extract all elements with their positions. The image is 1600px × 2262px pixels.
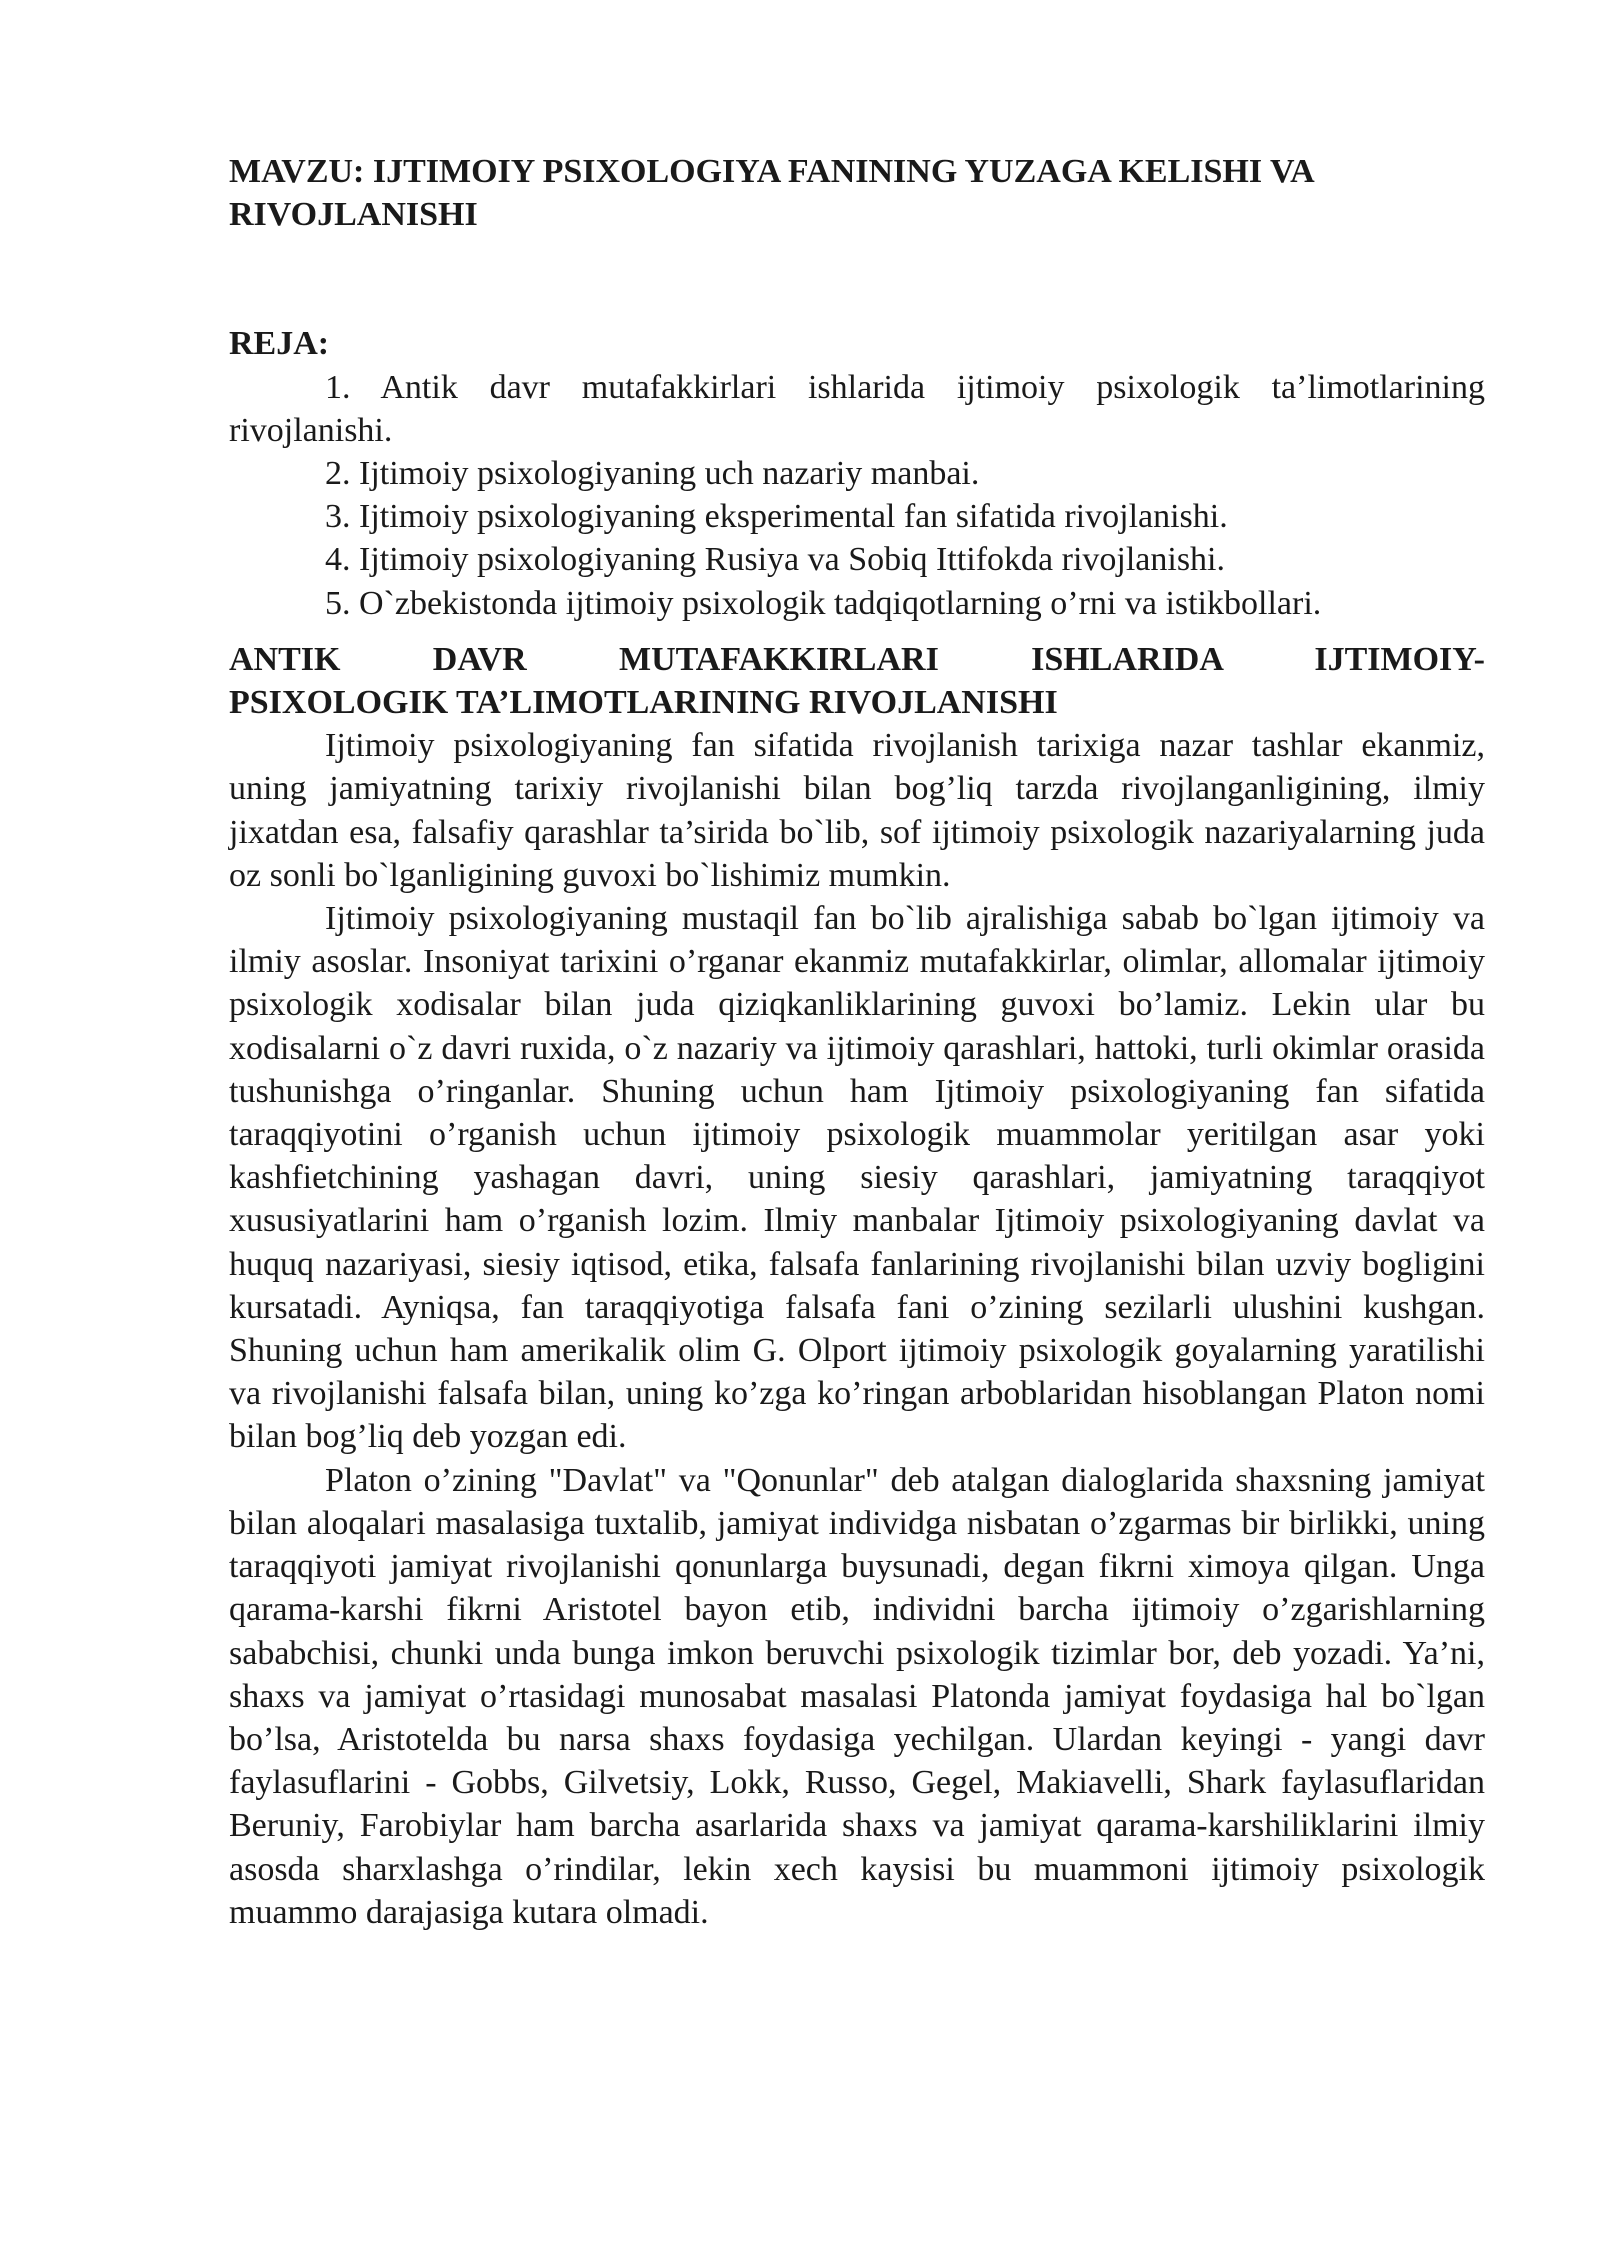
document-page — [229, 150, 1485, 1934]
document-title-line2: RIVOJLANISHI — [229, 196, 478, 234]
plan-item: 3. Ijtimoiy psixologiyaning eksperimental fan sifatida rivojlanishi. — [325, 498, 1228, 536]
section-title-line2: PSIXOLOGIK TA’LIMOTLARINING RIVOJLANISHI — [229, 684, 1058, 722]
plan-list — [229, 366, 1485, 625]
document-title — [229, 150, 1485, 236]
plan-item: 5. O`zbekistonda ijtimoiy psixologik tadqiqotlarning o’rni va istikbollari. — [325, 584, 1322, 622]
plan-heading: REJA: — [229, 325, 330, 363]
body-paragraph: Ijtimoiy psixologiyaning mustaqil fan bo`lib ajralishiga sabab bo`lgan ijtimoiy va ilmiy asoslar. Insoniyat tarixini o’rganar ekanmiz mutafakkirlar, olimlar, allomalar ijtimoiy psixologik xodisalar bilan juda qiziqkanliklarining guvoxi bo’lamiz. Lekin ular bu xodisalarni o`z davri ruxida, o`z nazariy va ijtimoiy qarashlari, hattoki, turli okimlar orasida tushunishga o’ringanlar. Shuning uchun ham Ijtimoiy psixologiyaning fan sifatida taraqqiyotini o’rganish uchun ijtimoiy psixologik muammolar yeritilgan asar yoki kashfietchining yashagan davri, uning siesiy qarashlari, jamiyatning taraqqiyot xususiyatlarini ham o’rganish lozim. Ilmiy manbalar Ijtimoiy psixologiyaning davlat va huquq nazariyasi, siesiy iqtisod, etika, falsafa fanlarining rivojlanishi bilan uzviy bogligini kursatadi. Ayniqsa, fan taraqqiyotiga falsafa fani o’zining sezilarli ulushini kushgan. Shuning uchun ham amerikalik olim G. Olport ijtimoiy psixologik goyalarning yaratilishi va rivojlanishi falsafa bilan, uning ko’zga ko’ringan arboblaridan hisoblangan Platon nomi bilan bog’liq deb yozgan edi. — [229, 900, 1485, 1456]
section-title — [229, 638, 1485, 724]
body-paragraph: Ijtimoiy psixologiyaning fan sifatida rivojlanish tarixiga nazar tashlar ekanmiz, uning jamiyatning tarixiy rivojlanishi bilan bog’liq tarzda rivojlanganligining, ilmiy jixatdan esa, falsafiy qarashlar ta’sirida bo`lib, sof ijtimoiy psixologik nazariyalarning juda oz sonli bo`lganligining guvoxi bo`lishimiz mumkin. — [229, 727, 1485, 894]
plan-item: 1. Antik davr mutafakkirlari ishlarida ijtimoiy psixologik ta’limotlarining rivojlanishi. — [229, 368, 1485, 449]
plan-item: 4. Ijtimoiy psixologiyaning Rusiya va Sobiq Ittifokda rivojlanishi. — [325, 541, 1226, 579]
document-title-line1: MAVZU: IJTIMOIY PSIXOLOGIYA FANINING YUZAGA KELISHI VA — [229, 153, 1315, 190]
body-paragraph: Platon o’zining "Davlat" va "Qonunlar" deb atalgan dialoglarida shaxsning jamiyat bilan aloqalari masalasiga tuxtalib, jamiyat individga nisbatan o’zgarmas bir birlikki, uning taraqqiyoti jamiyat rivojlanishi qonunlarga buysunadi, degan fikrni ximoya qilgan. Unga qarama-karshi fikrni Aristotel bayon etib, individni barcha ijtimoiy o’zgarishlarning sababchisi, chunki unda bunga imkon beruvchi psixologik tizimlar bor, deb yozadi. Ya’ni, shaxs va jamiyat o’rtasidagi munosabat masalasi Platonda jamiyat foydasiga hal bo`lgan bo’lsa, Aristotelda bu narsa shaxs foydasiga yechilgan. Ulardan keyingi - yangi davr faylasuflarini - Gobbs, Gilvetsiy, Lokk, Russo, Gegel, Makiavelli, Shark faylasuflaridan Beruniy, Farobiylar ham barcha asarlarida shaxs va jamiyat qarama-karshiliklarini ilmiy asosda sharxlashga o’rindilar, lekin xech kaysisi bu muammoni ijtimoiy psixologik muammo darajasiga kutara olmadi. — [229, 1461, 1485, 1931]
section-title-line1: ANTIK DAVR MUTAFAKKIRLARI ISHLARIDA IJTIMOIY- — [229, 640, 1485, 678]
plan-item: 2. Ijtimoiy psixologiyaning uch nazariy manbai. — [325, 455, 980, 493]
